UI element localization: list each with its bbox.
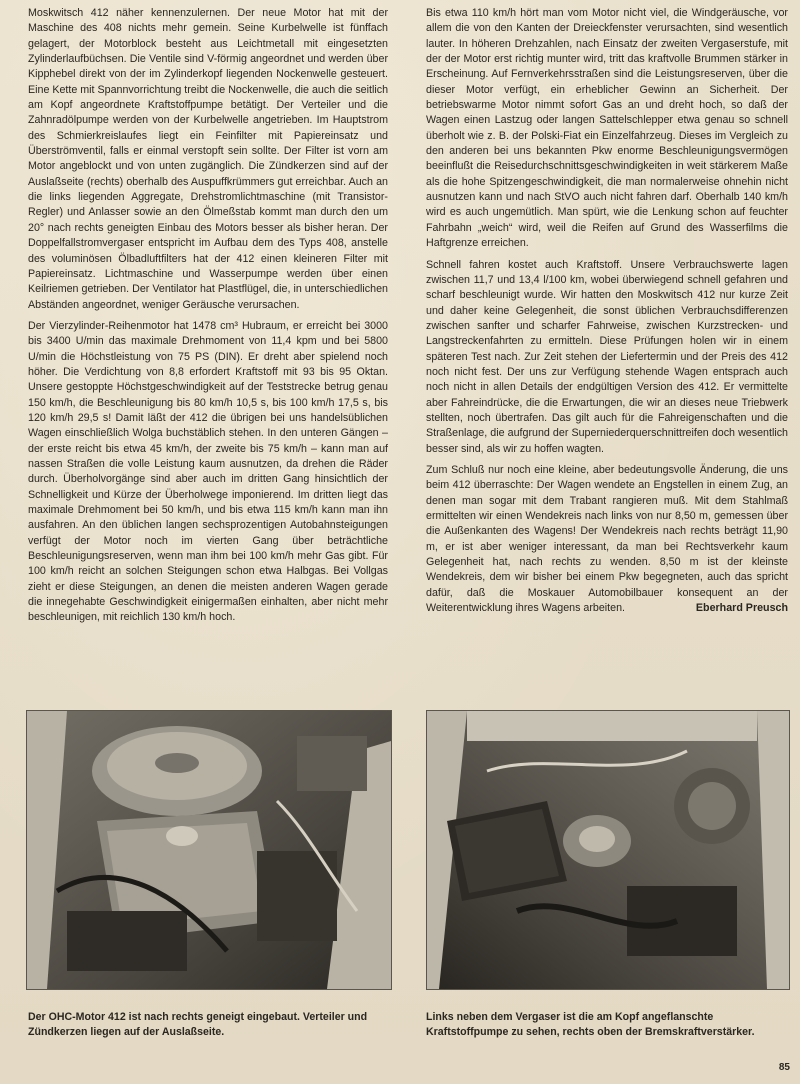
left-paragraph-1: Moskwitsch 412 näher kennenzulernen. Der neue Motor hat mit der Maschine des 408 nichts mehr gemein. Seine Kurbelwelle ist fünffach gelagert, der Motorblock besteht aus Leichtmetall mit eingesetzten Zylinderlaufbüchsen. Die Ventile sind V-förmig angeordnet und werden über Kipphebel direkt von der im Zylinderkopf liegenden Nockenwelle gesteuert. Eine Kette mit Spannvorrichtung treibt die Nockenwelle, die auch die seitlich am Kopf angeordnete Kraftstoffpumpe betätigt. Der Verteiler und die Zahnradölpumpe werden von der Kurbelwelle angetrieben. Im Hauptstrom des Schmierkreislaufes liegt ein Feinfilter mit Papiereinsatz und Überströmventil, falls er einmal verstopft sein sollte. Der Filter ist vorn am Motor angeblockt und von unten zugänglich. Die Zündkerzen sind auf der Auslaßseite (rechts) oberhalb des Auspuffkrümmers gut erreichbar. Auch an die links liegenden Aggregate, Drehstromlichtmaschine (mit Transistor-Regler) und Anlasser sowie an den Ölmeßstab kommt man durch den um 20° nach rechts geneigten Einbau des Motors besser als bisher heran. Der Doppelfallstromvergaser entspricht im Aufbau dem des Typs 408, anstelle des voluminösen Ölbadluftfilters hat der 412 einen kleineren Filter mit Papiereinsatz. Lichtmaschine und Wasserpumpe werden über einen Keilriemen getrieben. Der Ventilator hat Plastflügel, die, in unterschiedlichen Abständen angeordnet, weniger Geräusche verursachen.	[28, 7, 389, 311]
photo-caption-left: Der OHC-Motor 412 ist nach rechts geneigt eingebaut. Verteiler und Zündkerzen liegen auf der Auslaßseite.	[28, 1011, 368, 1038]
right-paragraph-2: Schnell fahren kostet auch Kraftstoff. Unsere Verbrauchswerte lagen zwischen 11,7 und 13,4 l/100 km, wobei überwiegend schnell gefahren und scharf beschleunigt wurde. Wir hatten den Moskwitsch 412 nur kurze Zeit und daher keine Gelegenheit, die sonst üblichen Verbrauchsdifferenzen zwischen sanfter und scharfer Fahrweise, zwischen Kurzstrecken- und Langstreckenfahrten zu ermitteln. Diese Prüfungen holen wir in einem späteren Test nach. Zur Zeit stehen der Liefertermin und der Preis des 412 noch nicht fest. Der uns zur Verfügung stehende Wagen entsprach auch noch nicht in allen Details der endgültigen Version des 412. Er vermittelte aber Fahreindrücke, die die Erwartungen, die wir an dieses neue Triebwerk stellten, noch übertrafen. Das gilt auch für die Fahreigenschaften und die Straßenlage, die aufgrund der Superniederquerschnittreifen doch wesentlich besser sind, als wir zu hoffen wagten.	[426, 258, 788, 455]
photo-caption-right: Links neben dem Vergaser ist die am Kopf angeflanschte Kraftstoffpumpe zu sehen, rechts oben der Bremskraftverstärker.	[426, 1011, 755, 1038]
engine-photo-left-image	[27, 711, 391, 989]
left-text-column	[28, 6, 388, 632]
engine-photo-right	[426, 710, 790, 990]
engine-photo-right-image	[427, 711, 789, 989]
right-paragraph-1: Bis etwa 110 km/h hört man vom Motor nicht viel, die Windgeräusche, vor allem die von den Kanten der Dreieckfenster verursachten, sind wesentlich lauter. In höheren Drehzahlen, nach Einsatz der zweiten Vergaserstufe, mit der der Motor erst richtig munter wird, tritt das kraftvolle Brummen stärker in Erscheinung. Auf Fernverkehrsstraßen sind die Leistungsreserven, über die dieser Motor verfügt, ein erheblicher Gewinn an Sicherheit. Der betriebswarme Motor nimmt sofort Gas an und dreht hoch, so daß der Wagen einen Lastzug oder langen Sattelschlepper etwa genau so schnell überholt wie z. B. der Polski-Fiat ein Einzelfahrzeug. Dieses im Vergleich zu den anderen bei uns bekannten Pkw enorme Beschleunigungsvermögen beeinflußt die Reisedurchschnittsgeschwindigkeiten in weit stärkerem Maße als die hohe Spitzengeschwindigkeit, die man normalerweise ohnehin nicht ausnutzen kann und nach StVO auch nicht fahren darf. Oberhalb 140 km/h wird es auch ungemütlich. Man spürt, wie die Lenkung schon auf feuchter Fahrbahn „weich“ wird, weil die Reifen auf Grund des Wasserfilms die Haftgrenze erreichen.	[426, 7, 788, 250]
right-paragraph-3: Zum Schluß nur noch eine kleine, aber bedeutungsvolle Änderung, die uns beim 412 überraschte: Der Wagen wendete an Engstellen in einem Zug, an denen man sogar mit dem Trabant rangieren muß. Mit dem Stahlmaß ermittelten wir einen Wendekreis nach links von nur 8,50 m, gemessen über die Außenkanten des Wagens! Der Wendekreis nach rechts beträgt 11,90 m, er ist aber weniger interessant, da man bei Rechtsverkehr kaum Gelegenheit hat, nach rechts zu wenden. 8,50 m ist der kleinste Wendekreis, dem wir bisher bei einem Pkw begegneten, auch das spricht dafür, daß die Moskauer Automobilbauer konsequent an der Weiterentwicklung ihres Wagens arbeiten.	[426, 463, 788, 615]
engine-photo-left	[26, 710, 392, 990]
left-paragraph-2: Der Vierzylinder-Reihenmotor hat 1478 cm³ Hubraum, er erreicht bei 3000 bis 3400 U/min das maximale Drehmoment von 11,4 kpm und bei 5800 U/min die Höchstleistung von 75 PS (DIN). Er dreht aber spielend noch höher. Die Verdichtung von 8,8 erfordert Kraftstoff mit 93 bis 95 Oktan. Unsere gestoppte Höchstgeschwindigkeit auf der Teststrecke betrug genau 150 km/h, die Beschleunigung bis 80 km/h 10,5 s, bis 100 km/h 17,5 s, bis 120 km/h 29,5 s! Damit läßt der 412 die übrigen bei uns handelsüblichen Wagen einschließlich Wolga buchstäblich stehen. In den unteren Gängen – der erste reicht bis etwa 45 km/h, der zweite bis 75 km/h – kann man auf nassen Straßen die volle Leistung kaum ausnutzen, da drehen die Räder durch. Überholvorgänge sind aber auch im dritten Gang hinsichtlich der Schnelligkeit und Kürze der Überholwege imponierend. Im dritten liegt das maximale Drehmoment bei 50 km/h, und bis etwa 115 km/h kann man ihn ausfahren. An den üblichen langen sechsprozentigen Autobahnsteigungen verfügt der Motor noch im vierten Gang über beträchtliche Beschleunigungsreserven, wenn man ihm bei 100 km/h mehr Gas gibt. Für 100 km/h reicht an solchen Steigungen schon etwa Halbgas. Bei Vollgas zieht er diese Steigungen, an denen die meisten anderen Wagen gerade die innegehabte Geschwindigkeit einigermaßen einhalten, aber nicht mehr beschleunigen, mit reichlich 130 km/h hoch.	[28, 319, 388, 624]
right-text-column	[426, 6, 788, 617]
page-number: 85	[778, 1062, 790, 1073]
author-signature: Eberhard Preusch	[695, 602, 788, 615]
